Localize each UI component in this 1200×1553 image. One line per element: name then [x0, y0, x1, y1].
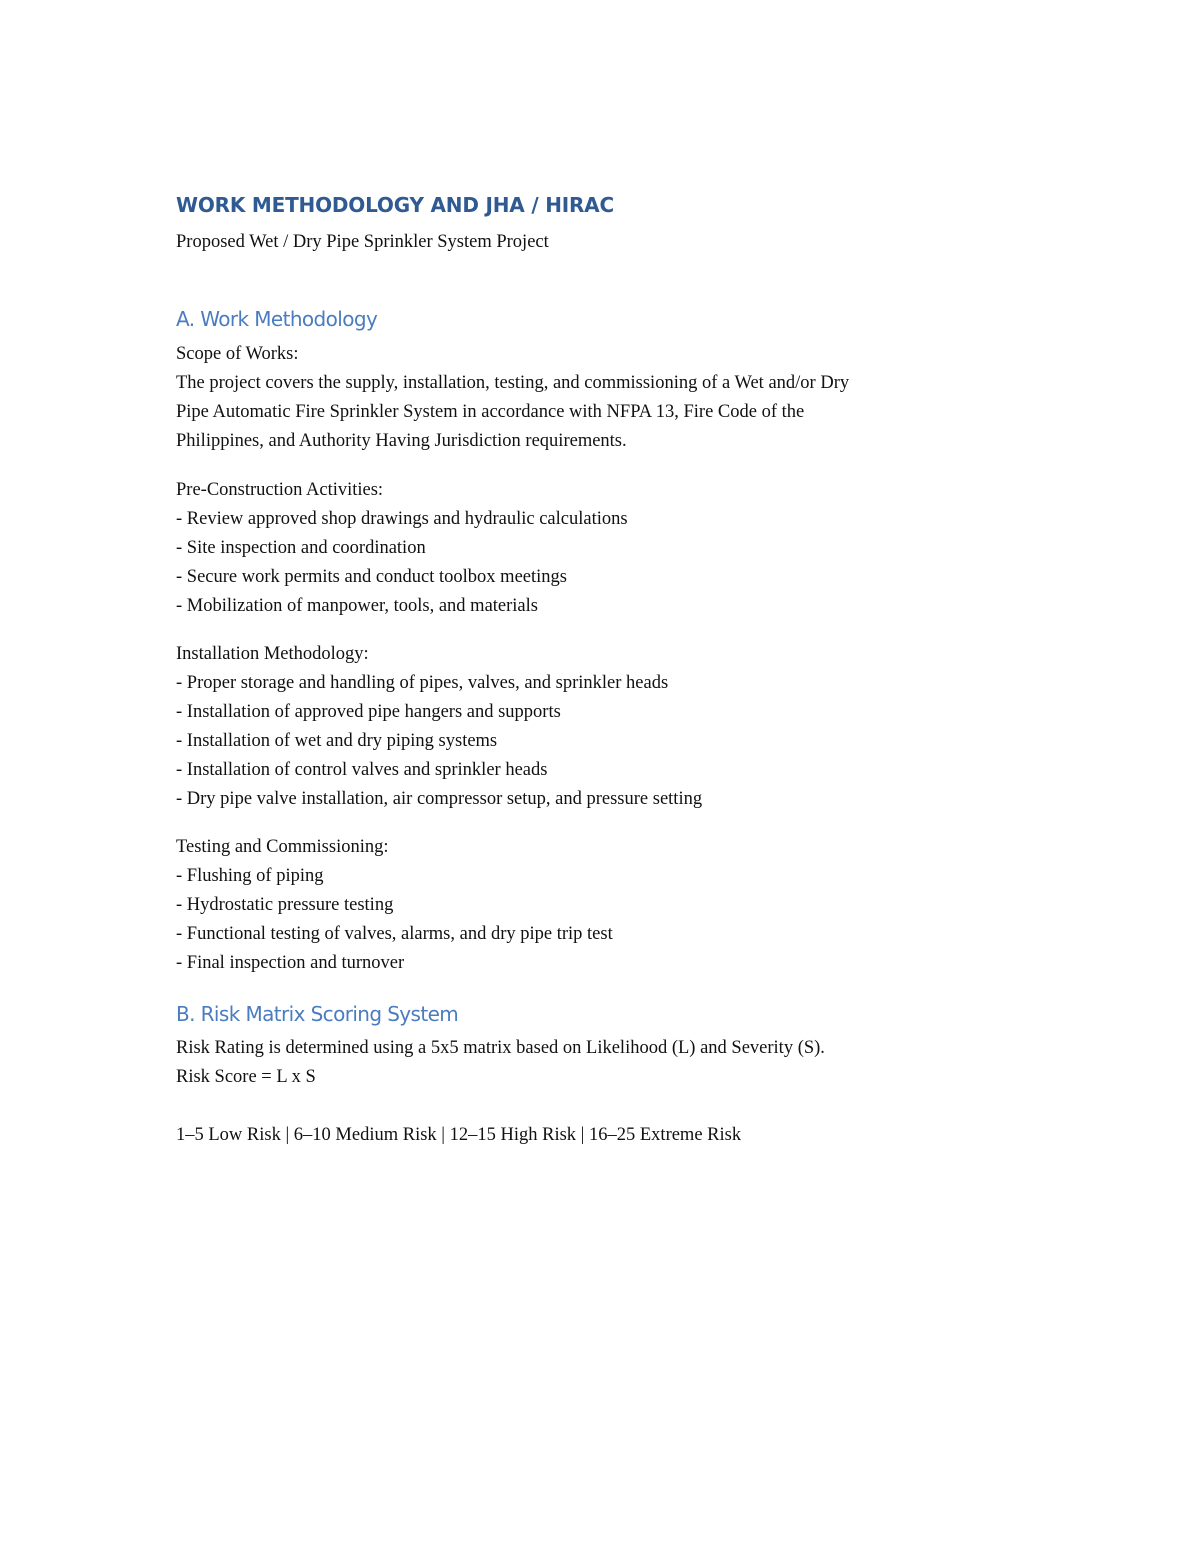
list-item: - Installation of approved pipe hangers and supports	[176, 702, 561, 722]
list-item: - Flushing of piping	[176, 866, 324, 886]
list-item: - Installation of control valves and sprinkler heads	[176, 760, 548, 780]
risk-line: Risk Rating is determined using a 5x5 matrix based on Likelihood (L) and Severity (S).	[176, 1038, 825, 1058]
document-subtitle: Proposed Wet / Dry Pipe Sprinkler System Project	[176, 232, 549, 252]
list-item: - Final inspection and turnover	[176, 953, 405, 973]
list-item: - Functional testing of valves, alarms, and dry pipe trip test	[176, 924, 613, 944]
pre-construction-activities	[176, 476, 628, 621]
list-item: - Dry pipe valve installation, air compressor setup, and pressure setting	[176, 789, 703, 809]
list-item: - Secure work permits and conduct toolbox meetings	[176, 567, 567, 587]
list-item: - Hydrostatic pressure testing	[176, 895, 394, 915]
testing-label: Testing and Commissioning:	[176, 837, 389, 857]
scope-label: Scope of Works:	[176, 344, 299, 364]
installation-label: Installation Methodology:	[176, 644, 369, 664]
scope-line: The project covers the supply, installation, testing, and commissioning of a Wet and/or Dry	[176, 373, 850, 393]
scope-of-works	[176, 340, 849, 456]
list-item: - Proper storage and handling of pipes, valves, and sprinkler heads	[176, 673, 669, 693]
list-item: - Site inspection and coordination	[176, 538, 426, 558]
scope-line: Philippines, and Authority Having Jurisdiction requirements.	[176, 431, 627, 451]
testing-and-commissioning	[176, 833, 613, 978]
installation-methodology	[176, 640, 702, 814]
section-a-heading: A. Work Methodology	[176, 307, 378, 331]
list-item: - Installation of wet and dry piping systems	[176, 731, 498, 751]
risk-legend: 1–5 Low Risk | 6–10 Medium Risk | 12–15 High Risk | 16–25 Extreme Risk	[176, 1125, 742, 1145]
scope-line: Pipe Automatic Fire Sprinkler System in accordance with NFPA 13, Fire Code of the	[176, 402, 805, 422]
pre-construction-label: Pre-Construction Activities:	[176, 480, 384, 500]
risk-matrix-description	[176, 1034, 825, 1092]
list-item: - Mobilization of manpower, tools, and materials	[176, 596, 538, 616]
list-item: - Review approved shop drawings and hydraulic calculations	[176, 509, 628, 529]
risk-score-formula: Risk Score = L x S	[176, 1067, 316, 1087]
section-b-heading: B. Risk Matrix Scoring System	[176, 1002, 459, 1026]
document-title: WORK METHODOLOGY AND JHA / HIRAC	[176, 193, 614, 217]
